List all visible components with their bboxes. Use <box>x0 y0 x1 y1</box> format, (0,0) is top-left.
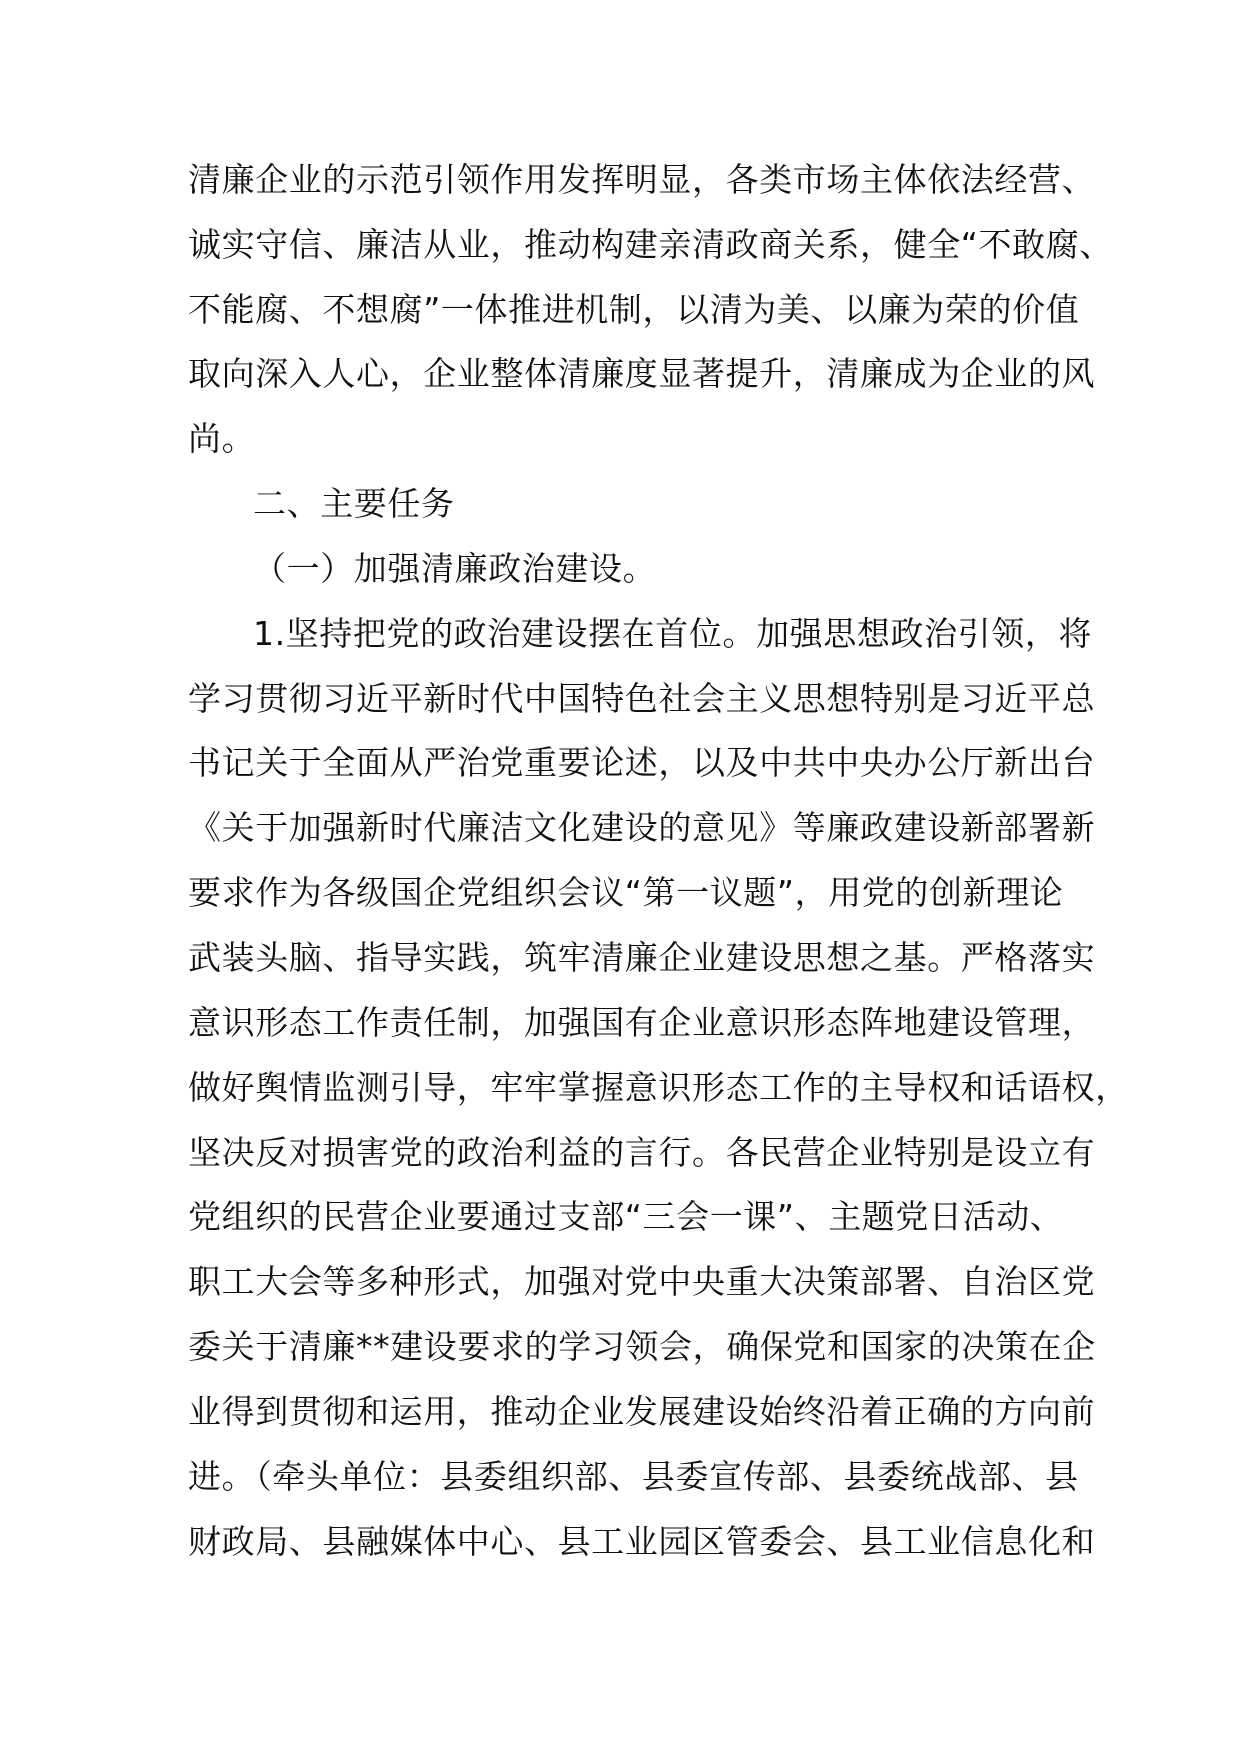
subsection-heading: （一）加强清廉政治建设。 <box>253 549 657 588</box>
paragraph-line: 职工大会等多种形式，加强对党中央重大决策部署、自治区党 <box>188 1262 1096 1301</box>
paragraph-line: 1.坚持把党的政治建设摆在首位。加强思想政治引领，将 <box>253 614 1093 653</box>
section-heading: 二、主要任务 <box>253 484 455 523</box>
paragraph-line: 书记关于全面从严治党重要论述，以及中共中央办公厅新出台 <box>188 743 1096 782</box>
paragraph-line: 《关于加强新时代廉洁文化建设的意见》等廉政建设新部署新 <box>188 808 1096 847</box>
paragraph-line: 不能腐、不想腐”一体推进机制，以清为美、以廉为荣的价值 <box>188 290 1080 329</box>
paragraph-line: 业得到贯彻和运用，推动企业发展建设始终沿着正确的方向前 <box>188 1392 1096 1431</box>
paragraph-line: 要求作为各级国企党组织会议“第一议题”，用党的创新理论 <box>188 873 1064 912</box>
paragraph-line: 清廉企业的示范引领作用发挥明显，各类市场主体依法经营、 <box>188 160 1096 199</box>
paragraph-line: 做好舆情监测引导，牢牢掌握意识形态工作的主导权和话语权， <box>188 1068 1129 1107</box>
paragraph-line: 取向深入人心，企业整体清廉度显著提升，清廉成为企业的风 <box>188 354 1096 393</box>
paragraph-line: 武装头脑、指导实践，筑牢清廉企业建设思想之基。严格落实 <box>188 938 1096 977</box>
paragraph-line: 进。（牵头单位：县委组织部、县委宣传部、县委统战部、县 <box>188 1457 1079 1496</box>
paragraph-line: 学习贯彻习近平新时代中国特色社会主义思想特别是习近平总 <box>188 679 1096 718</box>
paragraph-line: 坚决反对损害党的政治利益的言行。各民营企业特别是设立有 <box>188 1133 1096 1172</box>
paragraph-line: 财政局、县融媒体中心、县工业园区管委会、县工业信息化和 <box>188 1522 1096 1561</box>
paragraph-line: 诚实守信、廉洁从业，推动构建亲清政商关系，健全“不敢腐、 <box>188 225 1113 264</box>
paragraph-line: 党组织的民营企业要通过支部“三会一课”、主题党日活动、 <box>188 1197 1064 1236</box>
paragraph-line: 委关于清廉**建设要求的学习领会，确保党和国家的决策在企 <box>188 1327 1096 1366</box>
paragraph-line: 意识形态工作责任制，加强国有企业意识形态阵地建设管理， <box>188 1003 1096 1042</box>
paragraph-line: 尚。 <box>188 419 256 458</box>
